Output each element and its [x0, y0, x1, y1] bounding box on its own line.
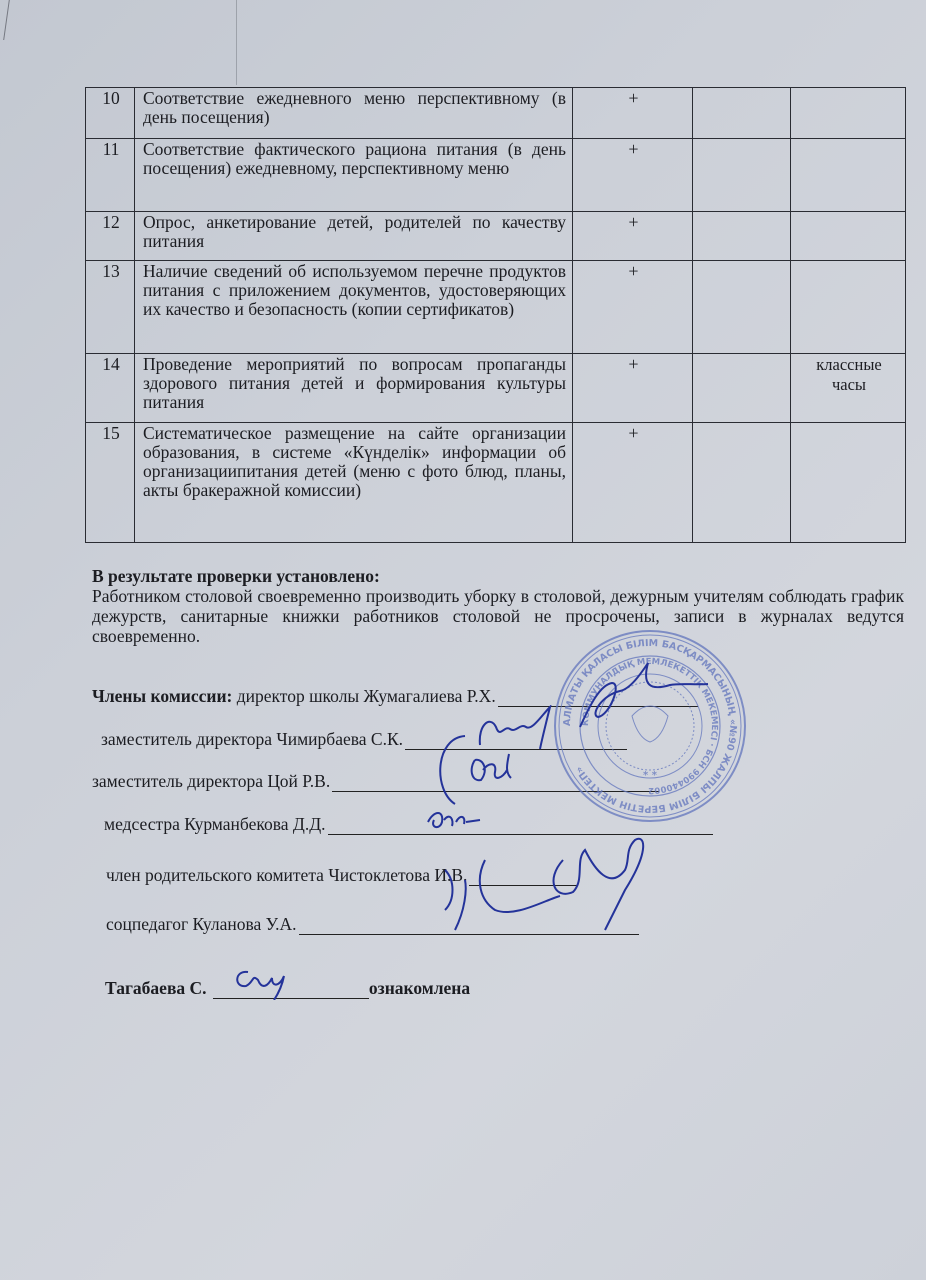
row-empty-cell	[693, 261, 791, 354]
stamp-star: * *	[643, 770, 657, 781]
signature-line	[299, 918, 639, 935]
signature-line	[213, 982, 369, 999]
row-empty-cell	[693, 88, 791, 139]
row-number: 12	[86, 212, 135, 261]
row-empty-cell	[693, 139, 791, 212]
page-edge-mark	[0, 0, 10, 40]
row-mark: +	[573, 423, 693, 543]
row-number: 11	[86, 139, 135, 212]
row-number: 10	[86, 88, 135, 139]
stamp-outer-text: АЛМАТЫ ҚАЛАСЫ БІЛІМ БАСҚАРМАСЫНЫҢ «№90 ЖАЛПЫ БІЛІМ БЕРЕТІН МЕКТЕП»	[561, 637, 739, 815]
member-name: медсестра Курманбекова Д.Д.	[104, 814, 326, 834]
table-row	[86, 261, 906, 354]
row-mark: +	[573, 354, 693, 423]
acknowledgement-name: Тагабаева С.	[105, 978, 207, 998]
checklist-table	[85, 87, 906, 543]
member-name: заместитель директора Цой Р.В.	[92, 771, 331, 791]
results-section	[92, 566, 904, 646]
member-line-parent	[106, 865, 577, 886]
table-row	[86, 423, 906, 543]
row-note: классные часы	[791, 354, 906, 423]
table-row	[86, 88, 906, 139]
row-note	[791, 261, 906, 354]
row-note	[791, 139, 906, 212]
row-number: 15	[86, 423, 135, 543]
acknowledgement-line	[105, 978, 470, 999]
row-note	[791, 212, 906, 261]
member-name: соцпедагог Куланова У.А.	[106, 914, 297, 934]
row-criterion: Соответствие ежедневного меню перспективному (в день посещения)	[135, 88, 573, 139]
member-line-social-teacher	[106, 914, 639, 935]
member-name: директор школы Жумагалиева Р.Х.	[236, 686, 496, 706]
row-empty-cell	[693, 354, 791, 423]
row-note	[791, 88, 906, 139]
acknowledgement-status: ознакомлена	[368, 978, 471, 998]
row-mark: +	[573, 261, 693, 354]
table-row	[86, 354, 906, 423]
row-criterion: Систематическое размещение на сайте организации образования, в системе «Күнделік» информации об организациипитания детей (меню с фото блюд, планы, акты бракеражной комиссии)	[135, 423, 573, 543]
row-mark: +	[573, 88, 693, 139]
row-mark: +	[573, 139, 693, 212]
stamp-inner-text: КОММУНАЛДЫҚ МЕМЛЕКЕТТІК МЕКЕМЕСІ · БСН 990440002	[580, 656, 720, 796]
row-criterion: Проведение мероприятий по вопросам пропаганды здорового питания детей и формирования культуры питания	[135, 354, 573, 423]
row-note	[791, 423, 906, 543]
row-number: 14	[86, 354, 135, 423]
results-text: Работником столовой своевременно производить уборку в столовой, дежурным учителям соблюдать график дежурств, санитарные книжки работников столовой не просрочены, записи в журналах ведутся своевременно.	[92, 586, 904, 646]
results-heading: В результате проверки установлено:	[92, 566, 380, 586]
row-criterion: Наличие сведений об используемом перечне продуктов питания с приложением документов, удостоверяющих их качество и безопасность (копии сертификатов)	[135, 261, 573, 354]
official-stamp	[552, 628, 748, 824]
row-empty-cell	[693, 212, 791, 261]
member-line-deputy-1	[101, 729, 627, 750]
member-name: заместитель директора Чимирбаева С.К.	[101, 729, 403, 749]
row-number: 13	[86, 261, 135, 354]
member-name: член родительского комитета Чистоклетова И.В.	[106, 865, 468, 885]
paper-fold-line	[236, 0, 237, 85]
row-mark: +	[573, 212, 693, 261]
row-criterion: Опрос, анкетирование детей, родителей по качеству питания	[135, 212, 573, 261]
signature-line	[469, 869, 577, 886]
commission-label: Члены комиссии:	[92, 686, 233, 706]
table-row	[86, 212, 906, 261]
table-row	[86, 139, 906, 212]
row-criterion: Соответствие фактического рациона питания (в день посещения) ежедневному, перспективному меню	[135, 139, 573, 212]
row-empty-cell	[693, 423, 791, 543]
